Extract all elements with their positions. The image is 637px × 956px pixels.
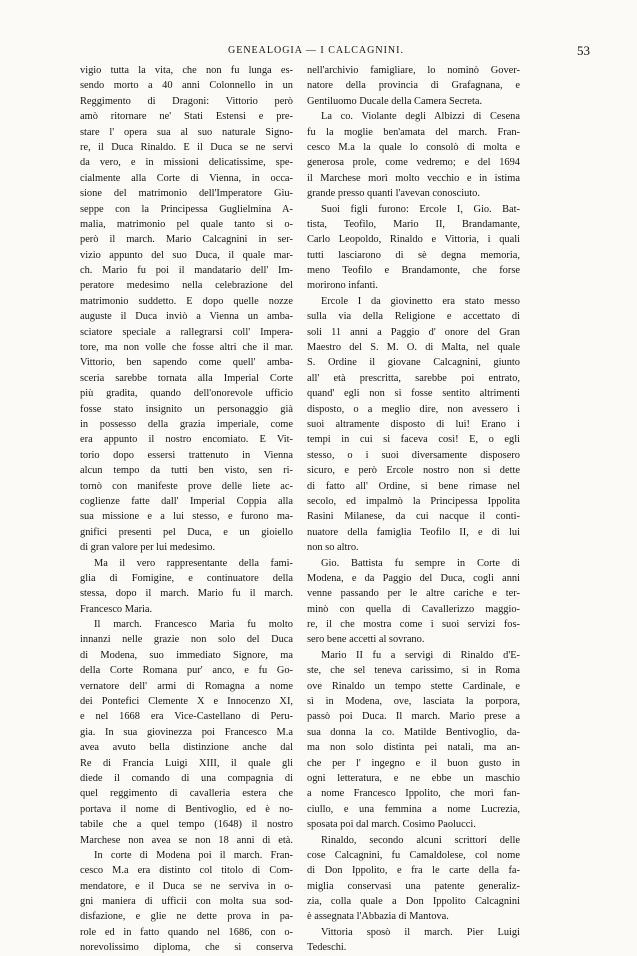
text-line: secolo, ed impalmò la Principessa Ippolita xyxy=(307,495,520,507)
text-line: di gran valore per lui medesimo. xyxy=(80,542,216,554)
text-line: Mario II fu a servigi di Rinaldo d'E- xyxy=(321,649,520,661)
page-number: 53 xyxy=(577,43,590,58)
text-line: mendatore, e il Duca se ne serviva in o- xyxy=(80,880,293,892)
text-line: passò poi Duca. Il march. Mario prese a xyxy=(307,711,520,723)
text-line: era appunto il nostro encomiato. E Vit- xyxy=(80,434,293,446)
text-line: natore della provincia di Grafagnana, e xyxy=(307,80,520,92)
text-line: Ma il vero rappresentante della fami- xyxy=(94,557,293,569)
text-line: matrimonio suddetto. E dopo quelle nozze xyxy=(80,295,293,307)
text-line: non so altro. xyxy=(307,542,359,554)
text-line: glia di Fomigine, e continuatore della xyxy=(80,572,293,584)
text-line: da vero, e in missioni delicatissime, spe- xyxy=(80,157,293,169)
text-line: sua donna la co. Matilde Bentivoglio, da- xyxy=(307,726,520,738)
text-line: vigio tutta la vita, che non fu lunga es- xyxy=(80,65,293,76)
text-line: Rasini Milanese, da cui nacque il conti- xyxy=(307,511,520,523)
text-line: coglienze fatte dall' Imperial Coppia alla xyxy=(80,495,293,507)
text-line: diede il comando di una compagnia di xyxy=(80,772,293,784)
text-line: Gentiluomo Ducale della Camera Secreta. xyxy=(307,95,483,107)
text-line: auguste il Duca inviò a Vienna un amba- xyxy=(80,311,293,323)
left-column xyxy=(80,63,293,956)
text-line: tempi in cui si faceva così! E, o egli xyxy=(307,434,520,446)
text-line: nuatore della famiglia Teofilo II, e di lui xyxy=(307,526,520,538)
text-line: il Marchese morì molto vecchio e in istima xyxy=(307,172,520,184)
text-line: della Corte Romana pur' anco, e fu Go- xyxy=(80,665,293,677)
text-line: e nel 1668 era Vice-Castellano di Peru- xyxy=(80,711,293,723)
text-line: sì in Modena, ove, lasciata la porpora, xyxy=(307,696,520,708)
text-line: avea avuto bella distinzione anche dal xyxy=(80,742,293,754)
text-line: vizio appunto del suo Duca, il quale mar- xyxy=(80,249,293,261)
text-line: La co. Violante degli Albizzi di Cesena xyxy=(321,111,520,123)
text-line: sulla via della Religione e accettato di xyxy=(307,311,520,323)
text-line: gnifici presenti pel Duca, e un gioiello xyxy=(80,526,293,538)
text-line: fu la moglie ben'amata del march. Fran- xyxy=(307,126,520,138)
text-line: sicuro, e però Ercole nostro non si dette xyxy=(307,465,520,477)
text-line: Reggimento di Dragoni: Vittorio però xyxy=(80,95,293,107)
text-line: stare l' opera sua al suo naturale Signo- xyxy=(80,126,293,138)
text-line: Ercole I da giovinetto era stato messo xyxy=(321,295,520,307)
text-line: Tedeschi. xyxy=(307,942,347,954)
text-line: morirono infanti. xyxy=(307,280,378,292)
text-line: sceria sarebbe tornata alla Imperial Corte xyxy=(80,372,293,384)
text-line: Vittorio, ben sapendo come quell' amba- xyxy=(80,357,293,369)
text-line: dei Pontefici Clemente X e Innocenzo XI, xyxy=(80,696,293,708)
text-line: Re di Francia Luigi XIII, il quale gli xyxy=(80,757,293,769)
text-line: cose Calcagnini, fu Camaldolese, col nome xyxy=(307,849,520,861)
text-line: che per l' ingegno e il buon gusto in xyxy=(307,757,520,769)
text-line: miglia conservasi una patente generaliz- xyxy=(307,880,520,892)
text-line: re, il che mostra come i suoi servizi fos- xyxy=(307,619,520,631)
text-line: grande presso quanti l'avevan conosciuto. xyxy=(307,188,480,200)
text-line: Carlo Leopoldo, Rinaldo e Vittoria, i quali xyxy=(307,234,520,246)
text-line: cesco M.a la quale lo consolò di molta e xyxy=(307,141,520,153)
text-line: ciullo, e una femmina a nome Lucrezia, xyxy=(307,803,520,815)
text-line: sendo morto a 40 anni Colonnello in un xyxy=(80,80,293,92)
text-line: soli 11 anni a Paggio d' onore del Gran xyxy=(307,326,520,338)
text-line: stesso, o i suoi diversamente disposero xyxy=(307,449,520,461)
text-line: sciatore speciale a rallegrarsi coll' Impera- xyxy=(80,326,293,338)
text-line: tutti lasciarono di sè degna memoria, xyxy=(307,249,520,261)
text-line: all' età prescritta, sarebbe poi entrato, xyxy=(307,372,520,384)
text-line: Vittoria sposò il march. Pier Luigi xyxy=(321,926,520,938)
text-line: tornò con manifeste prove delle liete ac- xyxy=(80,480,293,492)
text-line: di Modena, suo immediato Signore, ma xyxy=(80,649,293,661)
text-line: re, il Duca Rinaldo. E il Duca se ne servì xyxy=(80,141,293,153)
text-line: venne passando per le altre cariche e ter- xyxy=(307,588,520,600)
text-line: Marchese non avea se non 18 anni di età. xyxy=(80,834,293,846)
text-line: disposto, o a meglio dire, non avessero i xyxy=(307,403,520,415)
text-line: innanzi nelle grazie non solo del Duca xyxy=(80,634,293,646)
text-line: quand' egli non si fosse sentito altrimenti xyxy=(307,388,520,400)
text-line: ove Rinaldo un tempo stette Cardinale, e xyxy=(307,680,520,692)
text-line: generosa prole, come vedremo; e del 1694 xyxy=(307,157,520,169)
text-line: Francesco Maria. xyxy=(80,603,153,615)
text-line: role ed in fatto quando nel 1686, con o- xyxy=(80,926,293,938)
text-line: sero bene accetti al sovrano. xyxy=(307,634,425,646)
text-line: cesco M.a era distinto col titolo di Com- xyxy=(80,865,293,877)
text-line: a nome Francesco Ippolito, che morì fan- xyxy=(307,788,520,800)
text-line: ch. Mario fu poi il mandatario dell' Im- xyxy=(80,265,293,277)
text-line: seppe con la Principessa Guglielmina A- xyxy=(80,203,293,215)
text-line: più gradita, quando dell'onorevole ufficio xyxy=(80,388,293,400)
text-line: gia. In sua giovinezza poi Francesco M.a xyxy=(80,726,293,738)
text-line: In corte di Modena poi il march. Fran- xyxy=(94,849,293,861)
text-line: malia, matrimonio pel quale tanto si o- xyxy=(80,218,293,230)
text-line: Rinaldo, secondo alcuni scrittori delle xyxy=(321,834,520,846)
text-line: disfazione, e glie ne dette prova in pa- xyxy=(80,911,293,923)
right-column xyxy=(307,63,520,956)
text-line: tista, Teofilo, Mario II, Brandamante, xyxy=(307,218,520,230)
text-line: ogni letteratura, e ne ebbe un maschio xyxy=(307,772,520,784)
running-title: GENEALOGIA — I CALCAGNINI. xyxy=(228,45,404,56)
text-line: Maestro del S. M. O. di Malta, nel quale xyxy=(307,342,520,354)
text-line: tore, ma non volle che fosse altri che il mar. xyxy=(80,342,293,354)
text-line: suoi altramente disposto di lui! Erano i xyxy=(307,418,520,430)
text-line: meno Teofilo e Brandamonte, che forse xyxy=(307,265,520,277)
text-line: ma non solo distinta pei natali, ma an- xyxy=(307,742,520,754)
text-line: Gio. Battista fu sempre in Corte di xyxy=(321,557,520,569)
running-header xyxy=(78,45,590,59)
text-line: cialmente alla Corte di Vienna, in occa- xyxy=(80,172,293,184)
text-line: però il march. Mario Calcagnini in ser- xyxy=(80,234,293,246)
text-line: nell'archivio famigliare, lo nominò Gover- xyxy=(307,65,520,76)
text-line: vernatore dell' armi di Romagna a nome xyxy=(80,680,293,692)
text-line: S. Ordine il giovane Calcagnini, giunto xyxy=(307,357,520,369)
text-line: quel reggimento di cavalleria estera che xyxy=(80,788,293,800)
text-line: peratore medesimo nella celebrazione del xyxy=(80,280,293,292)
text-line: Suoi figli furono: Ercole I, Gio. Bat- xyxy=(321,203,520,215)
text-line: tabile che a quel tempo (1648) il nostro xyxy=(80,819,293,831)
text-line: è assegnata l'Abbazia di Mantova. xyxy=(307,911,449,923)
text-line: gni maniera di ufficii con molta sua sod- xyxy=(80,896,293,908)
text-line: sposata poi dal march. Cosimo Paolucci. xyxy=(307,819,476,831)
text-line: norevolissimo diploma, che si conserva xyxy=(80,942,293,954)
text-line: Modena, e da Paggio del Duca, cogli anni xyxy=(307,572,520,584)
text-line: di fatto all' Ordine, sì bene rimase nel xyxy=(307,480,520,492)
text-line: portava il nome di Bentivoglio, ed è no- xyxy=(80,803,293,815)
text-line: Il march. Francesco Maria fu molto xyxy=(94,619,293,631)
text-line: zia, colla quale a Don Ippolito Calcagnini xyxy=(307,896,520,908)
text-line: ste, che sel teneva carissimo, sì in Roma xyxy=(307,665,520,677)
text-line: torio dopo essersi trattenuto in Vienna xyxy=(80,449,293,461)
text-line: di Don Ippolito, e fra le carte della fa- xyxy=(307,865,520,877)
text-line: sione del matrimonio dell'Imperatore Giu- xyxy=(80,188,293,200)
text-line: in possesso della grazia imperiale, come xyxy=(80,418,293,430)
text-line: stessa, dopo il march. Mario fu il march. xyxy=(80,588,293,600)
text-line: alcun tempo da tutti ben visto, sen ri- xyxy=(80,465,293,477)
text-line: sua missione e a lui stesso, e furono ma- xyxy=(80,511,293,523)
text-line: fosse stato insignito un personaggio già xyxy=(80,403,293,415)
text-line: amò ritornare ne' Stati Estensi e pre- xyxy=(80,111,293,123)
text-line: minò con quella di Cavallerizzo maggio- xyxy=(307,603,520,615)
